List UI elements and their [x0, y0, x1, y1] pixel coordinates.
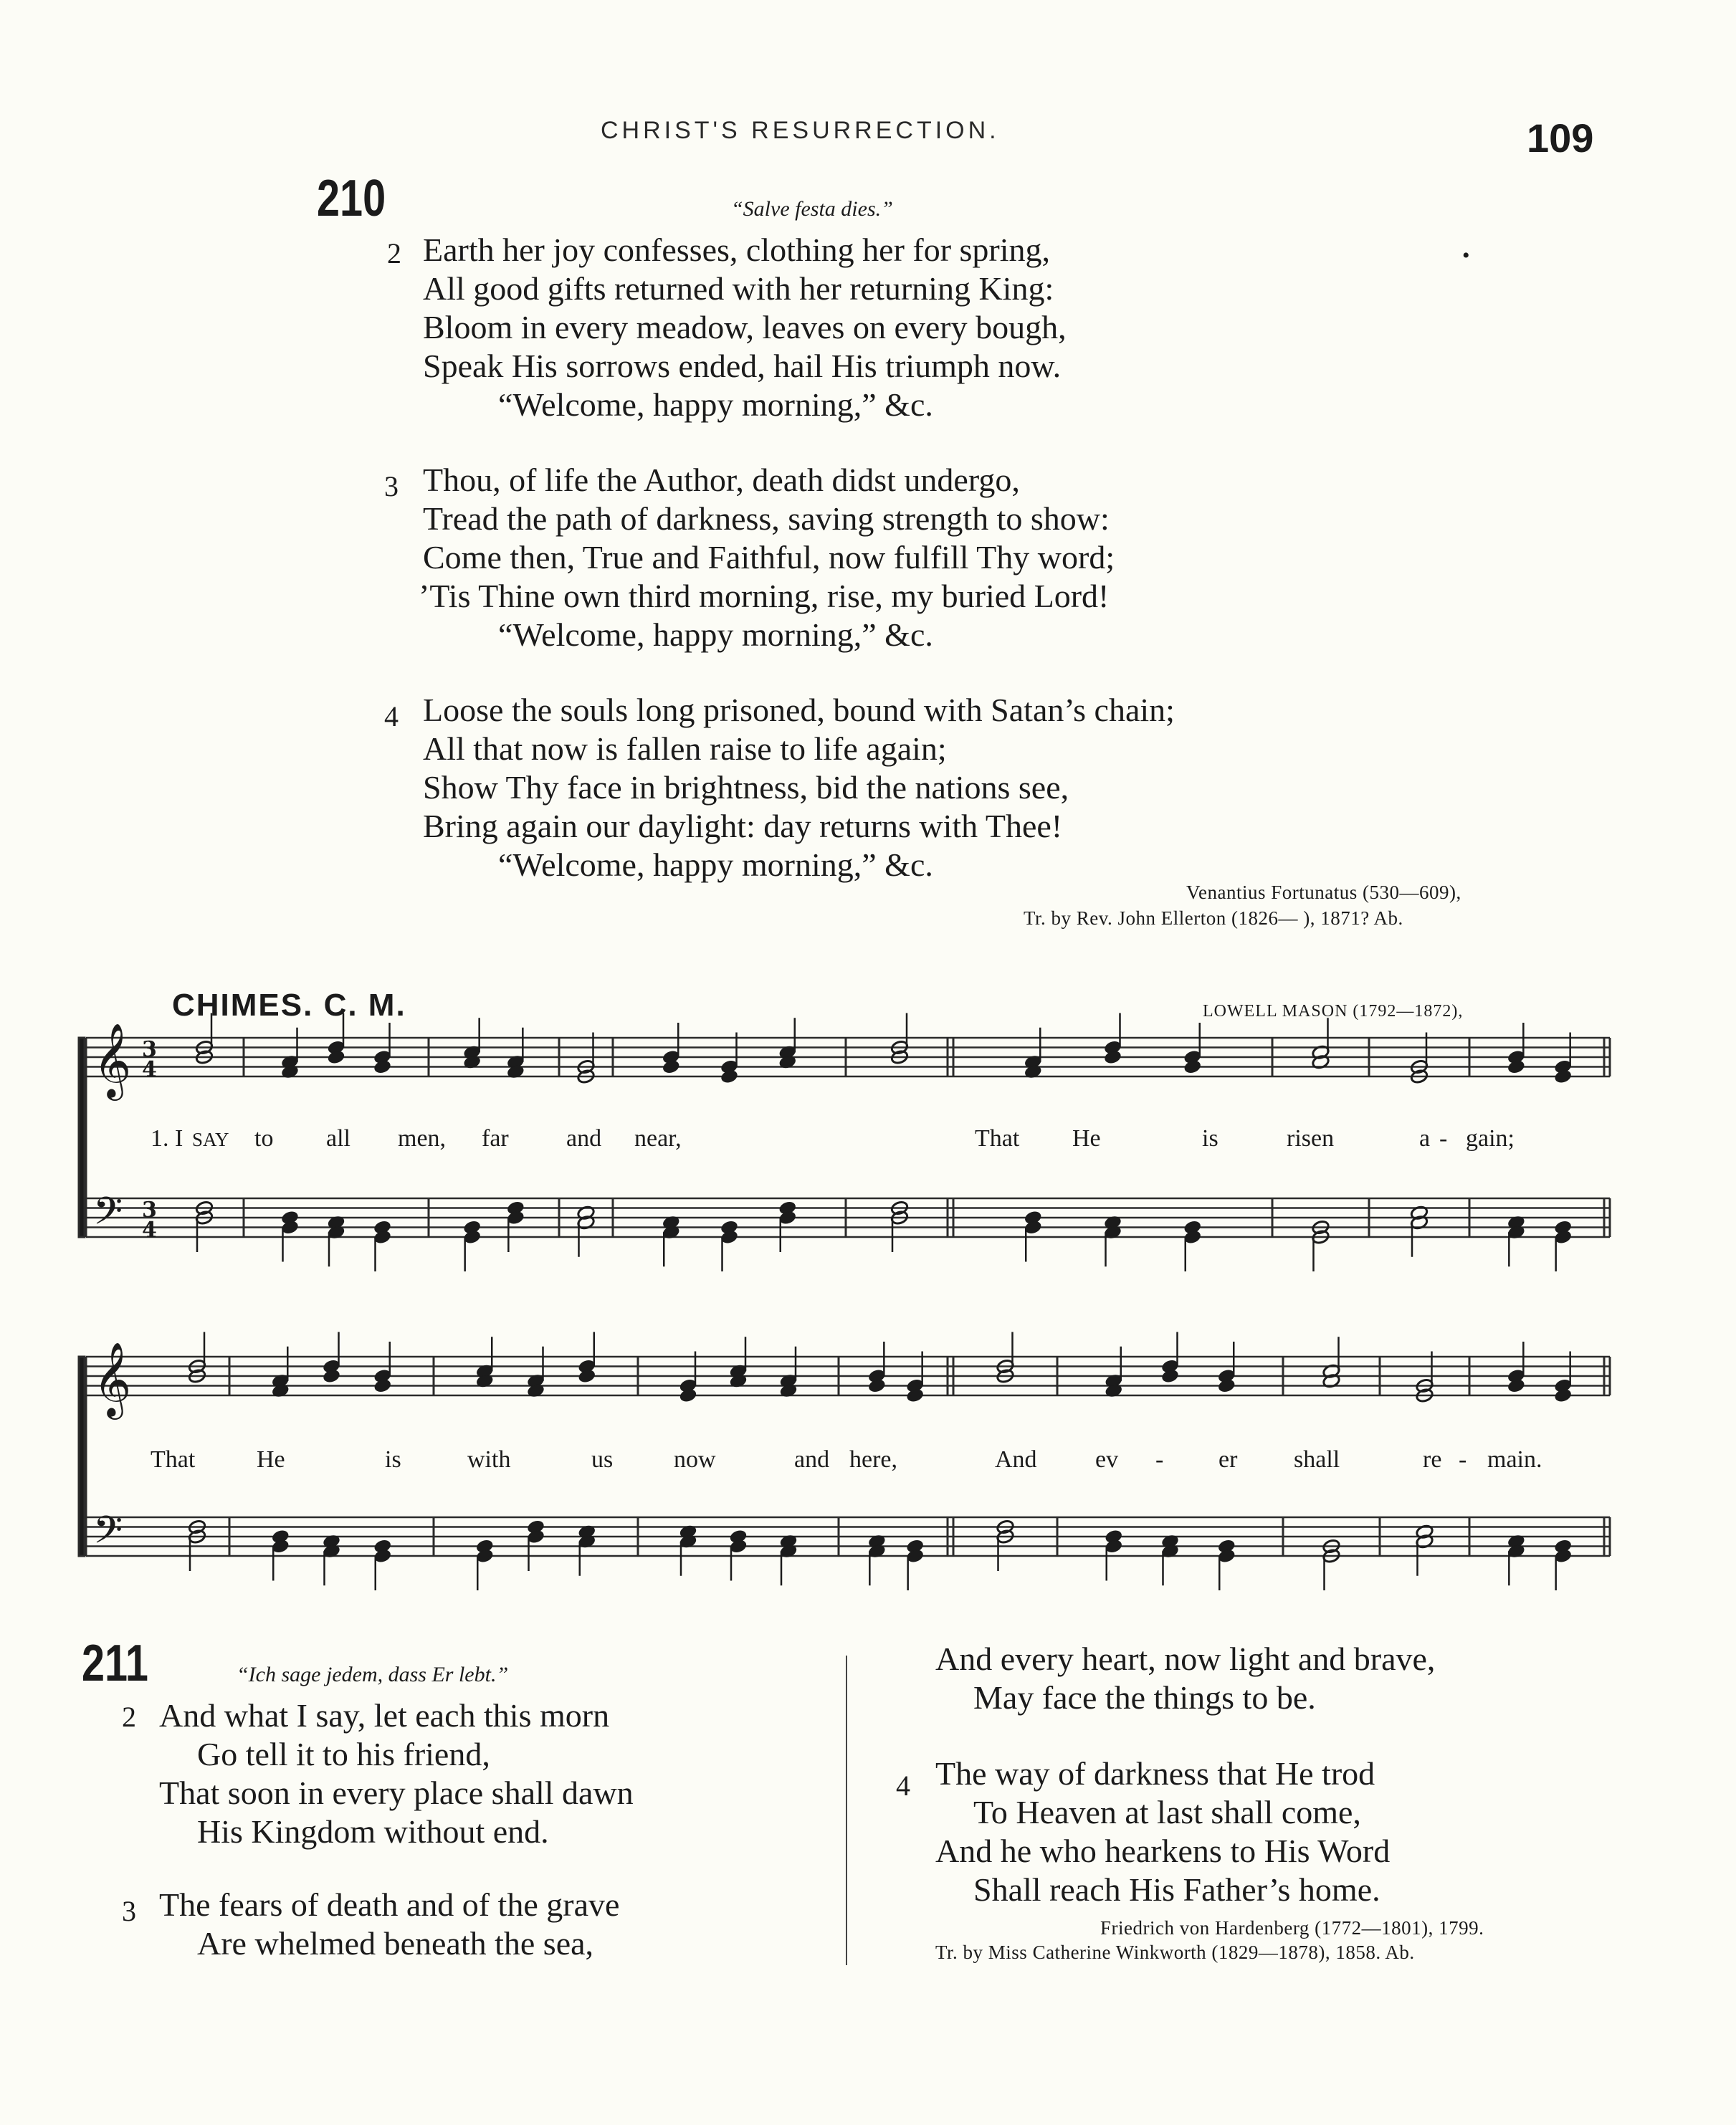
bass-clef: 𝄢 [93, 1190, 123, 1243]
lyric-syllable: and [794, 1446, 830, 1473]
running-header: CHRIST'S RESURRECTION. [601, 117, 1000, 144]
lyric-syllable: shall [1294, 1446, 1340, 1473]
lyric-syllable: That [975, 1125, 1020, 1152]
verse-line: The fears of death and of the grave [159, 1886, 620, 1923]
verse-line: Earth her joy confesses, clothing her for spring, [423, 231, 1051, 268]
lyric-syllable: - [1459, 1446, 1467, 1473]
page-number: 109 [1527, 115, 1594, 161]
lyric-syllable: near, [634, 1125, 682, 1152]
column-divider [846, 1656, 847, 1965]
lyric-syllable: main. [1487, 1446, 1542, 1473]
verse-number: 2 [387, 237, 401, 269]
verse-line: ’Tis Thine own third morning, rise, my buried Lord! [419, 578, 1110, 614]
verse-line: That soon in every place shall dawn [159, 1775, 634, 1811]
tune-composer: LOWELL MASON (1792—1872), [1203, 1002, 1464, 1021]
time-signature: 3 [142, 1198, 157, 1223]
lyric-syllable: ev [1095, 1446, 1119, 1473]
verse-line: His Kingdom without end. [197, 1813, 549, 1850]
lyric-syllable: risen [1287, 1125, 1335, 1152]
lyric-syllable: SAY [192, 1129, 229, 1150]
time-signature: 4 [142, 1057, 157, 1082]
refrain-line: “Welcome, happy morning,” &c. [498, 386, 933, 423]
lyric-syllable: is [385, 1446, 401, 1473]
lyric-syllable: - [1439, 1125, 1448, 1152]
hymn-210-author-credit: Venantius Fortunatus (530—609), [1186, 882, 1461, 903]
verse-line: And what I say, let each this morn [159, 1697, 610, 1734]
verse-line: May face the things to be. [973, 1679, 1316, 1716]
refrain-line: “Welcome, happy morning,” &c. [498, 846, 933, 883]
lyric-syllable: He [1072, 1125, 1101, 1152]
lyrics-line-2 [0, 1446, 1736, 1482]
bass-clef: 𝄢 [93, 1509, 123, 1562]
verse-line: Loose the souls long prisoned, bound with Satan’s chain; [423, 692, 1175, 728]
lyric-syllable: gain; [1466, 1125, 1515, 1152]
hymn-211-latin-title: “Ich sage jedem, dass Er lebt.” [237, 1663, 509, 1686]
lyric-syllable: and [566, 1125, 602, 1152]
verse-number: 3 [122, 1895, 136, 1927]
hymn-number-211: 211 [82, 1635, 148, 1692]
hymn-211-translator-credit: Tr. by Miss Catherine Winkworth (1829—1878), 1858. Ab. [935, 1942, 1415, 1963]
treble-clef: 𝄞 [93, 1023, 132, 1098]
lyric-syllable: all [326, 1125, 350, 1152]
verse-line: Shall reach His Father’s home. [973, 1871, 1380, 1908]
time-signature: 3 [142, 1037, 157, 1062]
notes [188, 1013, 1572, 1591]
lyric-syllable: to [254, 1125, 274, 1152]
lyric-syllable: - [1155, 1446, 1164, 1473]
lyric-syllable: is [1202, 1125, 1218, 1152]
lyric-syllable: here, [849, 1446, 898, 1473]
verse-number: 4 [384, 700, 399, 732]
hymn-211-author-credit: Friedrich von Hardenberg (1772—1801), 1799. [1100, 1917, 1484, 1939]
lyric-syllable: men, [398, 1125, 447, 1152]
lyric-syllable: us [591, 1446, 614, 1473]
hymn-210-translator-credit: Tr. by Rev. John Ellerton (1826— ), 1871? Ab. [1024, 907, 1403, 929]
verse-line: All that now is fallen raise to life again; [423, 730, 947, 767]
lyric-syllable: And [995, 1446, 1037, 1473]
verse-line: Bloom in every meadow, leaves on every bough, [423, 309, 1067, 345]
verse-line: The way of darkness that He trod [935, 1755, 1375, 1792]
lyric-syllable: with [467, 1446, 511, 1473]
verse-number: 3 [384, 470, 399, 502]
lyrics-line-1 [0, 1125, 1736, 1161]
verse-number: 2 [122, 1701, 136, 1733]
verse-line: And he who hearkens to His Word [935, 1833, 1391, 1869]
verse-line: Show Thy face in brightness, bid the nations see, [423, 769, 1069, 806]
verse-line: Bring again our daylight: day returns with Thee! [423, 808, 1063, 844]
lyric-syllable: now [674, 1446, 716, 1473]
tune-name: CHIMES. C. M. [172, 988, 406, 1023]
verse-line: Thou, of life the Author, death didst undergo, [423, 462, 1020, 498]
verse-line: Tread the path of darkness, saving strength to show: [423, 500, 1110, 537]
verse-line: To Heaven at last shall come, [973, 1794, 1361, 1830]
lyric-syllable: re [1423, 1446, 1442, 1473]
verse-number: 4 [896, 1770, 910, 1802]
lyric-syllable: er [1218, 1446, 1238, 1473]
treble-clef: 𝄞 [93, 1342, 132, 1417]
verse-line: And every heart, now light and brave, [935, 1641, 1436, 1677]
lyric-syllable: That [151, 1446, 196, 1473]
lyric-syllable: 1. I [151, 1125, 183, 1152]
lyric-syllable: a [1419, 1125, 1431, 1152]
verse-line: Come then, True and Faithful, now fulfill Thy word; [423, 539, 1115, 576]
verse-line: All good gifts returned with her returning King: [423, 270, 1054, 307]
verse-line: Speak His sorrows ended, hail His triumph now. [423, 348, 1062, 384]
lyric-syllable: far [482, 1125, 509, 1152]
stray-dot: • [1462, 244, 1470, 267]
verse-line: Go tell it to his friend, [197, 1736, 490, 1772]
lyric-syllable: He [257, 1446, 285, 1473]
refrain-line: “Welcome, happy morning,” &c. [498, 616, 933, 653]
hymn-number-210: 210 [317, 170, 386, 227]
time-signature: 4 [142, 1218, 157, 1243]
hymn-210-latin-title: “Salve festa dies.” [731, 197, 893, 221]
verse-line: Are whelmed beneath the sea, [197, 1925, 594, 1962]
